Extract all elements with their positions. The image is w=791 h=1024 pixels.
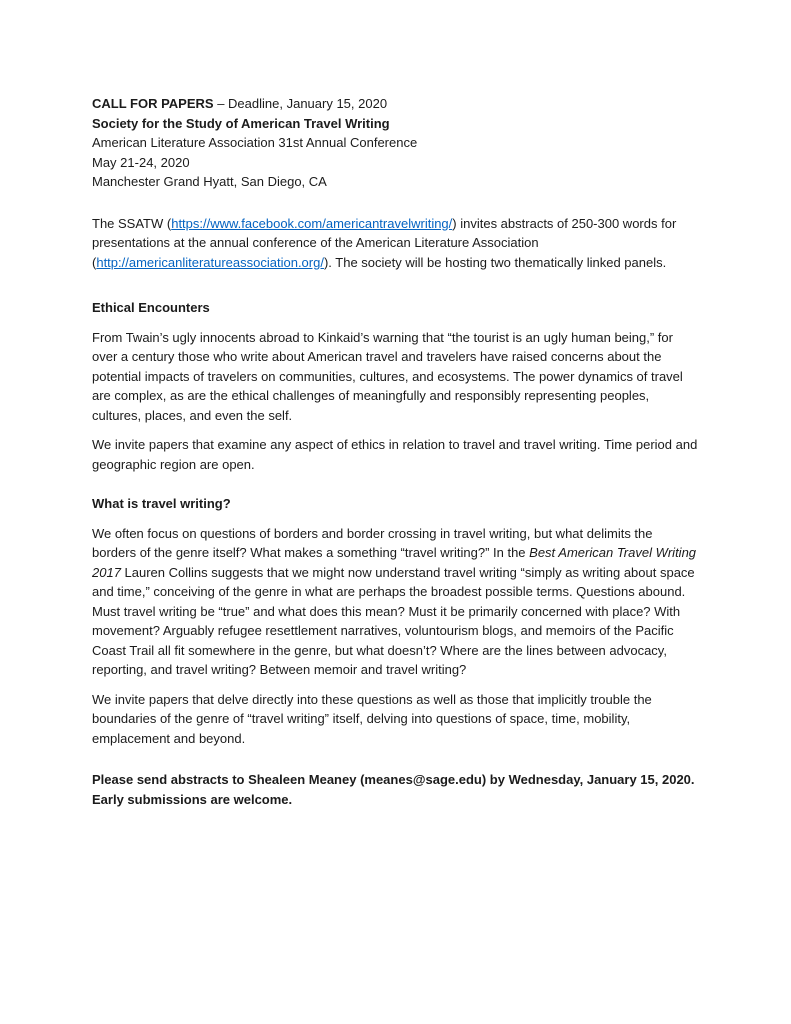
text-segment: Society for the Study of American Travel Writing	[92, 115, 390, 131]
header-line-conference	[92, 133, 700, 153]
text-segment: ) invites abstracts of 250-300 words for presentations at the annual conference of the American Literature Association (	[92, 215, 677, 270]
text-segment: We invite papers that delve directly into these questions as well as those that implicitly trouble the boundaries of the genre of “travel writing” itself, delving into questions of space, time, mobility, emplacement and beyond.	[92, 691, 652, 746]
section-ethical-encounters	[92, 298, 700, 474]
text-segment: May 21-24, 2020	[92, 154, 190, 170]
travel-writing-paragraph-2	[92, 690, 700, 749]
text-segment: We often focus on questions of borders and border crossing in travel writing, but what delimits the borders of the genre itself? What makes a something “travel writing?” In the	[92, 525, 653, 560]
text-segment: From Twain’s ugly innocents abroad to Kinkaid’s warning that “the tourist is an ugly human being,” for over a century those who write about American travel and travelers have raised concerns about the potential impacts of travelers on communities, cultures, and ecosystems. The power dynamics of travel are complex, as are the ethical challenges of meaningfully and responsibly representing peoples, cultures, places, and even the self.	[92, 329, 683, 423]
text-segment: – Deadline, January 15, 2020	[213, 96, 388, 111]
header-line-call-for-papers	[92, 94, 700, 114]
text-segment: Please send abstracts to Shealeen Meaney (meanes@sage.edu) by Wednesday, January 15, 2020. Early submissions are welcome.	[92, 772, 695, 807]
travel-writing-paragraph-1	[92, 524, 700, 680]
text-segment: Best American Travel Writing 2017	[92, 545, 697, 580]
hyperlink[interactable]: https://www.facebook.com/americantravelwriting/	[171, 215, 453, 231]
text-segment: Manchester Grand Hyatt, San Diego, CA	[92, 174, 327, 189]
text-segment: Lauren Collins suggests that we might now understand travel writing “simply as writing about space and time,” conceiving of the genre in what are perhaps the broadest possible terms. Questions abound. Must travel writing be “true” and what does this mean? Must it be primarily concerned with place? With movement? Arguably refugee resettlement narratives, voluntourism blogs, and memoirs of the Pacific Coast Trail all fit somewhere in the genre, but what doesn’t? Where are the lines between advocacy, reporting, and travel writing? Between memoir and travel writing?	[92, 564, 695, 677]
header-line-society-name	[92, 114, 700, 134]
text-segment: ). The society will be hosting two thematically linked panels.	[323, 254, 667, 270]
text-segment: The SSATW (	[92, 215, 172, 231]
ethical-encounters-paragraph-1	[92, 328, 700, 426]
header-line-venue	[92, 172, 700, 192]
ethical-encounters-paragraph-2	[92, 435, 700, 474]
closing-paragraph	[92, 770, 700, 809]
section-heading-what-is-travel-writing: What is travel writing?	[92, 496, 231, 511]
header-line-dates	[92, 153, 700, 173]
text-segment: American Literature Association 31st Annual Conference	[92, 135, 418, 150]
section-heading-ethical-encounters: Ethical Encounters	[92, 300, 210, 315]
document-header	[92, 94, 700, 192]
intro-paragraph	[92, 214, 700, 273]
text-segment: We invite papers that examine any aspect of ethics in relation to travel and travel writing. Time period and geographic region are open.	[92, 437, 698, 472]
text-segment: CALL FOR PAPERS	[92, 96, 214, 111]
section-what-is-travel-writing	[92, 494, 700, 748]
hyperlink[interactable]: http://americanliteratureassociation.org/	[96, 254, 324, 270]
